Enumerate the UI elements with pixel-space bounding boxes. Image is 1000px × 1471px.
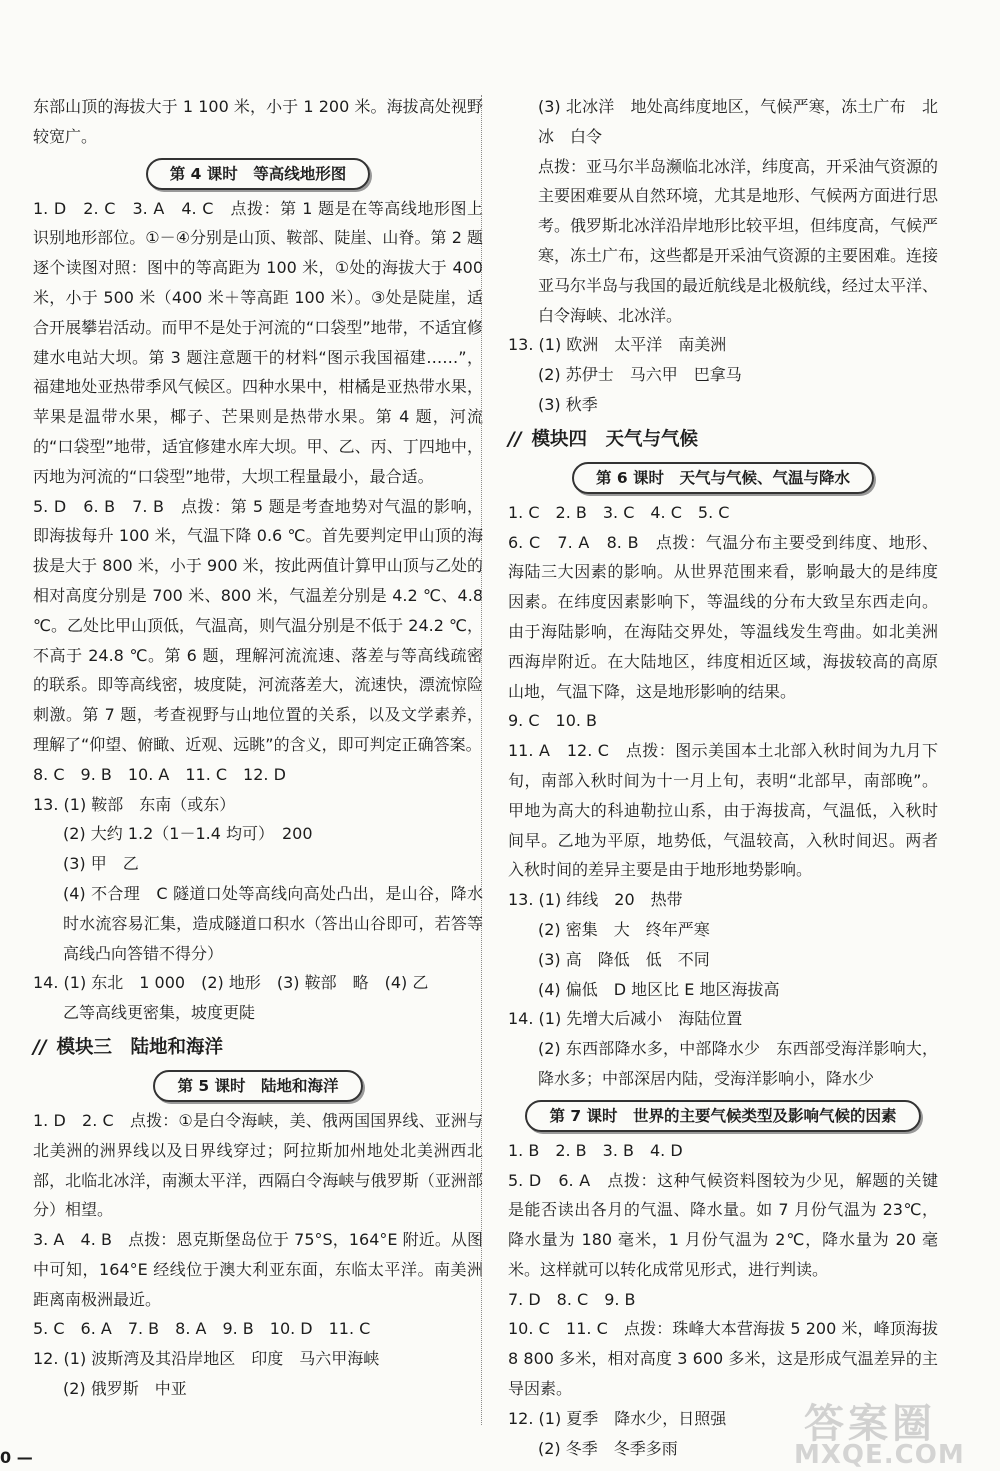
module-heading <box>33 1032 483 1064</box>
answer-paragraph: 9. C 10. B <box>508 711 598 731</box>
answer-paragraph: 东部山顶的海拔大于 1 100 米，小于 1 200 米。海拔高处视野较宽广。 <box>33 97 483 146</box>
lesson-heading: 第 5 课时 陆地和海洋 <box>153 1070 362 1102</box>
answer-paragraph: 11. A 12. C 点拨：图示美国本土北部入秋时间为九月下旬，南部入秋时间为十一月上旬，表明“北部早，南部晚”。甲地为高大的科迪勒拉山系，由于海拔高，气温低，入秋时间早。乙地为平原，地势低，气温较高，入秋时间迟。两者入秋时间的差异主要是由于地形地势影响。 <box>508 741 938 880</box>
answer-paragraph: (2) 俄罗斯 中亚 <box>63 1379 187 1399</box>
lesson-heading: 第 7 课时 世界的主要气候类型及影响气候的因素 <box>525 1100 920 1132</box>
column-divider <box>481 95 482 1425</box>
lesson-heading: 第 6 课时 天气与气候、气温与降水 <box>572 462 874 494</box>
module-title: 模块三 陆地和海洋 <box>56 1036 224 1058</box>
answer-paragraph: 6. C 7. A 8. B 点拨：气温分布主要受到纬度、地形、海陆三大因素的影响。从世界范围来看，影响最大的是纬度因素。在纬度因素影响下，等温线的分布大致呈东西走向。由于海陆影响，在海陆交界处，等温线发生弯曲。如北美洲西海岸附近。在大陆地区，纬度相近区域，海拔较高的高原山地，气温下降，这是地形影响的结果。 <box>508 532 938 701</box>
answer-paragraph: 乙等高线更密集，坡度更陡 <box>63 1003 256 1023</box>
right-column <box>508 92 944 1463</box>
answer-paragraph: 8. C 9. B 10. A 11. C 12. D <box>33 764 286 784</box>
answer-paragraph: 点拨：亚马尔半岛濒临北冰洋，纬度高，开采油气资源的主要困难要从自然环境，尤其是地形、气候两方面进行思考。俄罗斯北冰洋沿岸地形比较平坦，但纬度高，气候严寒，冻土广布，这些都是开采油气资源的主要困难。连接亚马尔半岛与我国的最近航线是北极航线，经过太平洋、白令海峡、北冰洋。 <box>538 156 939 325</box>
answer-paragraph: 5. D 6. B 7. B 点拨：第 5 题是考查地势对气温的影响，即海拔每升 100 米，气温下降 0.6 ℃。首先要判定甲山顶的海拔是大于 800 米，小于 900 米，按此两值计算甲山顶与乙处的相对高度分别是 700 米、800 米，气温差分别是 4.2 ℃、4.8 ℃。乙处比甲山顶低，气温高，则气温分别是不低于 24.2 ℃，不高于 24.8 ℃。第 6 题，理解河流流速、落差与等高线疏密的联系。即等高线密，坡度陡，河流落差大，流速快，漂流惊险刺激。第 7 题，考查视野与山地位置的关系，以及文学素养，理解了“仰望、俯瞰、近观、远眺”的含义，即可判定正确答案。 <box>33 496 489 754</box>
page-number: 0 — <box>0 1448 33 1467</box>
answer-paragraph: 1. D 2. C 点拨：①是白令海峡，美、俄两国国界线、亚洲与北美洲的洲界线以及日界线穿过；阿拉斯加州地处北美洲西北部，北临北冰洋，南濒太平洋，西隔白令海峡与俄罗斯（亚洲部分）相望。 <box>33 1110 483 1220</box>
lesson-heading: 第 4 课时 等高线地形图 <box>146 158 371 190</box>
answer-paragraph: 13. (1) 欧洲 太平洋 南美洲 <box>508 335 727 355</box>
module-slash-icon: // <box>508 428 522 450</box>
answer-paragraph: 13. (1) 纬线 20 热带 <box>508 890 683 910</box>
answer-paragraph: 1. D 2. C 3. A 4. C 点拨：第 1 题是在等高线地形图上识别地形部位。①－④分别是山顶、鞍部、陡崖、山脊。第 2 题逐个读图对照：图中的等高距为 100 米，①处的海拔大于 400 米，小于 500 米（400 米＋等高距 100 米）。③处是陡崖，适合开展攀岩活动。而甲不是处于河流的“口袋型”地带，不适宜修建水电站大坝。第 3 题注意题干的材料“图示我国福建……”，福建地处亚热带季风气候区。四种水果中，柑橘是亚热带水果，苹果是温带水果，椰子、芒果则是热带水果。第 4 题，河流的“口袋型”地带，适宜修建水库大坝。甲、乙、丙、丁四地中，丙地为河流的“口袋型”地带，大坝工程量最小，最合适。 <box>33 198 489 486</box>
watermark-en: MXQE.COM <box>794 1440 965 1470</box>
watermark-logo <box>778 1392 1000 1471</box>
answer-paragraph: 1. C 2. B 3. C 4. C 5. C <box>508 502 730 522</box>
answer-paragraph: 12. (1) 波斯湾及其沿岸地区 印度 马六甲海峡 <box>33 1349 380 1369</box>
answer-paragraph: (3) 甲 乙 <box>63 854 139 874</box>
module-heading <box>508 424 938 456</box>
answer-paragraph: 7. D 8. C 9. B <box>508 1289 636 1309</box>
answer-paragraph: 5. D 6. A 点拨：这种气候资料图较为少见，解题的关键是能否读出各月的气温、降水量。如 7 月份气温为 23℃，降水量为 180 毫米，1 月份气温为 2℃，降水量为 20 毫米。这样就可以转化成常见形式，进行判读。 <box>508 1170 938 1279</box>
answer-paragraph: (2) 密集 大 终年严寒 <box>538 919 710 939</box>
module-slash-icon: // <box>33 1036 47 1058</box>
answer-paragraph: (2) 苏伊士 马六甲 巴拿马 <box>538 365 742 385</box>
watermark-cn: 答案圈 <box>804 1401 936 1447</box>
answer-paragraph: (4) 偏低 D 地区比 E 地区海拔高 <box>538 979 780 999</box>
answer-paragraph: (2) 东西部降水多，中部降水少 东西部受海洋影响大，降水多；中部深居内陆，受海洋影响小，降水少 <box>538 1039 938 1088</box>
answer-paragraph: 13. (1) 鞍部 东南（或东） <box>33 794 236 814</box>
answer-paragraph: (3) 秋季 <box>538 394 598 414</box>
answer-paragraph: 14. (1) 东北 1 000 (2) 地形 (3) 鞍部 略 (4) 乙 <box>33 973 429 993</box>
answer-paragraph: (4) 不合理 C 隧道口处等高线向高处凸出，是山谷，降水时水流容易汇集，造成隧道口积水（答出山谷即可，若答等高线凸向答错不得分） <box>63 883 483 963</box>
answer-paragraph: 3. A 4. B 点拨：恩克斯堡岛位于 75°S，164°E 附近。从图中可知，164°E 经线位于澳大利亚东面，东临太平洋。南美洲距离南极洲最近。 <box>33 1230 483 1309</box>
answer-paragraph: 1. B 2. B 3. B 4. D <box>508 1140 683 1160</box>
answer-paragraph: (3) 北冰洋 地处高纬度地区，气候严寒，冻土广布 北冰 白令 <box>538 97 938 146</box>
answer-paragraph: 5. C 6. A 7. B 8. A 9. B 10. D 11. C <box>33 1319 371 1339</box>
answer-paragraph: 10. C 11. C 点拨：珠峰大本营海拔 5 200 米，峰顶海拔 8 800 多米，相对高度 3 600 多米，这是形成气温差异的主导因素。 <box>508 1319 944 1399</box>
answer-paragraph: 14. (1) 先增大后减小 海陆位置 <box>508 1009 743 1029</box>
answer-paragraph: 12. (1) 夏季 降水少，日照强 <box>508 1408 727 1428</box>
answer-paragraph: (3) 高 降低 低 不同 <box>538 949 710 969</box>
answer-paragraph: (2) 大约 1.2（1－1.4 均可） 200 <box>63 824 313 844</box>
answer-paragraph: (2) 冬季 冬季多雨 <box>538 1438 678 1458</box>
module-title: 模块四 天气与气候 <box>531 428 699 450</box>
left-column <box>33 92 489 1404</box>
